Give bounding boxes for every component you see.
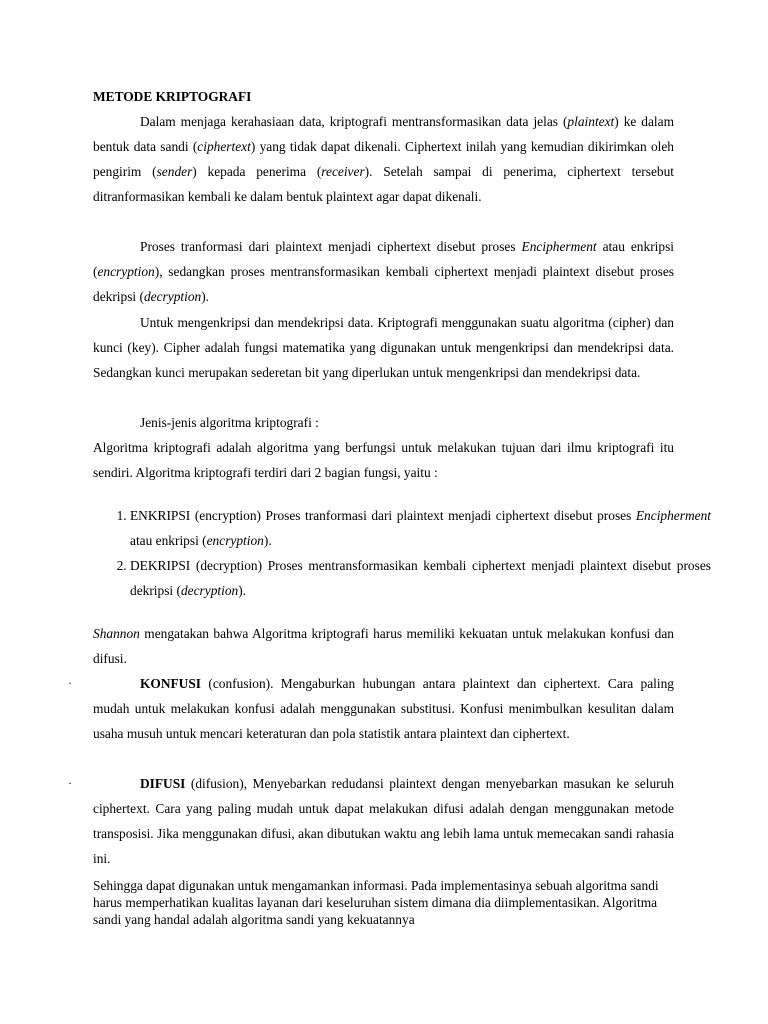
paragraph-shannon bbox=[93, 621, 674, 671]
text-run: (difusion), Menyebarkan redudansi plaintext dengan menyebarkan masukan ke seluruh ciphertext. Cara yang paling mudah untuk dapat melakukan difusi adalah dengan menggunakan metode transposisi. Jika menggunakan difusi, akan dibutukan waktu ang lebih lama untuk memecakan sandi rahasia ini. bbox=[93, 776, 674, 866]
text-run: ). bbox=[263, 533, 272, 548]
italic-term: ciphertext bbox=[197, 139, 251, 154]
text-run: ). bbox=[238, 583, 247, 598]
paragraph-difusi bbox=[93, 771, 674, 871]
list-item-dekripsi bbox=[130, 553, 711, 603]
paragraph-types-heading: Jenis-jenis algoritma kriptografi : bbox=[140, 415, 319, 430]
text-run: Proses tranformasi dari plaintext menjadi ciphertext disebut proses bbox=[140, 239, 522, 254]
paragraph-cipher-key: Untuk mengenkripsi dan mendekripsi data. Kriptografi menggunakan suatu algoritma (cipher) dan kunci (key). Cipher adalah fungsi matematika yang digunakan untuk mengenkripsi dan mendekripsi data. Sedangkan kunci merupakan sederetan bit yang diperlukan untuk mengenkripsi dan mendekripsi data. bbox=[93, 315, 674, 380]
italic-term: plaintext bbox=[567, 114, 615, 129]
text-run: ). Setelah sampai di penerima, ciphertext tersebut ditranformasikan kembali ke dalam bentuk plaintext agar dapat dikenali. bbox=[93, 164, 674, 204]
italic-term: Shannon bbox=[93, 626, 140, 641]
list-item-enkripsi bbox=[130, 503, 711, 553]
paragraph-closing: Sehingga dapat digunakan untuk mengamankan informasi. Pada implementasinya sebuah algoritma sandi harus memperhatikan kualitas layanan dari keseluruhan sistem dimana dia diimplementasikan. Algoritma sandi yang handal adalah algoritma sandi yang kekuatannya bbox=[93, 878, 659, 927]
function-list bbox=[93, 503, 711, 603]
text-run: mengatakan bahwa Algoritma kriptografi harus memiliki kekuatan untuk melakukan konfusi dan difusi. bbox=[93, 626, 674, 666]
italic-term: decryption bbox=[180, 583, 239, 598]
bullet-marker: · bbox=[68, 676, 72, 690]
italic-term: receiver bbox=[321, 164, 365, 179]
paragraph-intro bbox=[93, 109, 674, 209]
italic-term: sender bbox=[156, 164, 193, 179]
text-run: ) ke dalam bentuk data sandi ( bbox=[93, 114, 675, 154]
paragraph-konfusi bbox=[93, 671, 674, 746]
text-run: Dalam menjaga kerahasiaan data, kriptografi mentransformasikan data jelas ( bbox=[140, 114, 568, 129]
italic-term: encryption bbox=[206, 533, 264, 548]
bold-term: KONFUSI bbox=[140, 676, 202, 691]
paragraph-encryption bbox=[93, 234, 674, 309]
text-run: ), sedangkan proses mentransformasikan kembali ciphertext menjadi plaintext disebut proses dekripsi ( bbox=[93, 264, 674, 304]
document-title: METODE KRIPTOGRAFI bbox=[93, 89, 252, 104]
text-run: ) yang tidak dapat dikenali. Ciphertext inilah yang kemudian dikirimkan oleh pengirim ( bbox=[93, 139, 674, 179]
italic-term: Encipherment bbox=[635, 508, 711, 523]
text-run: atau enkripsi ( bbox=[93, 239, 674, 279]
text-run: ). bbox=[201, 289, 210, 304]
italic-term: decryption bbox=[143, 289, 202, 304]
text-run: atau enkripsi ( bbox=[130, 533, 207, 548]
text-run: DEKRIPSI (decryption) Proses mentransformasikan kembali ciphertext menjadi plaintext disebut proses dekripsi ( bbox=[130, 558, 711, 598]
bold-term: DIFUSI bbox=[140, 776, 186, 791]
bullet-marker: · bbox=[68, 776, 72, 790]
italic-term: Encipherment bbox=[521, 239, 597, 254]
text-run: (confusion). Mengaburkan hubungan antara plaintext dan ciphertext. Cara paling mudah untuk melakukan konfusi adalah menggunakan substitusi. Konfusi menimbulkan kesulitan dalam usaha musuh untuk mencari keteraturan dan pola statistik antara plaintext dan ciphertext. bbox=[93, 676, 674, 741]
italic-term: encryption bbox=[97, 264, 155, 279]
paragraph-algorithm: Algoritma kriptografi adalah algoritma yang berfungsi untuk melakukan tujuan dari ilmu kriptografi itu sendiri. Algoritma kriptografi terdiri dari 2 bagian fungsi, yaitu : bbox=[93, 440, 674, 480]
text-run: ) kepada penerima ( bbox=[192, 164, 322, 179]
text-run: ENKRIPSI (encryption) Proses tranformasi dari plaintext menjadi ciphertext disebut proses bbox=[130, 508, 636, 523]
